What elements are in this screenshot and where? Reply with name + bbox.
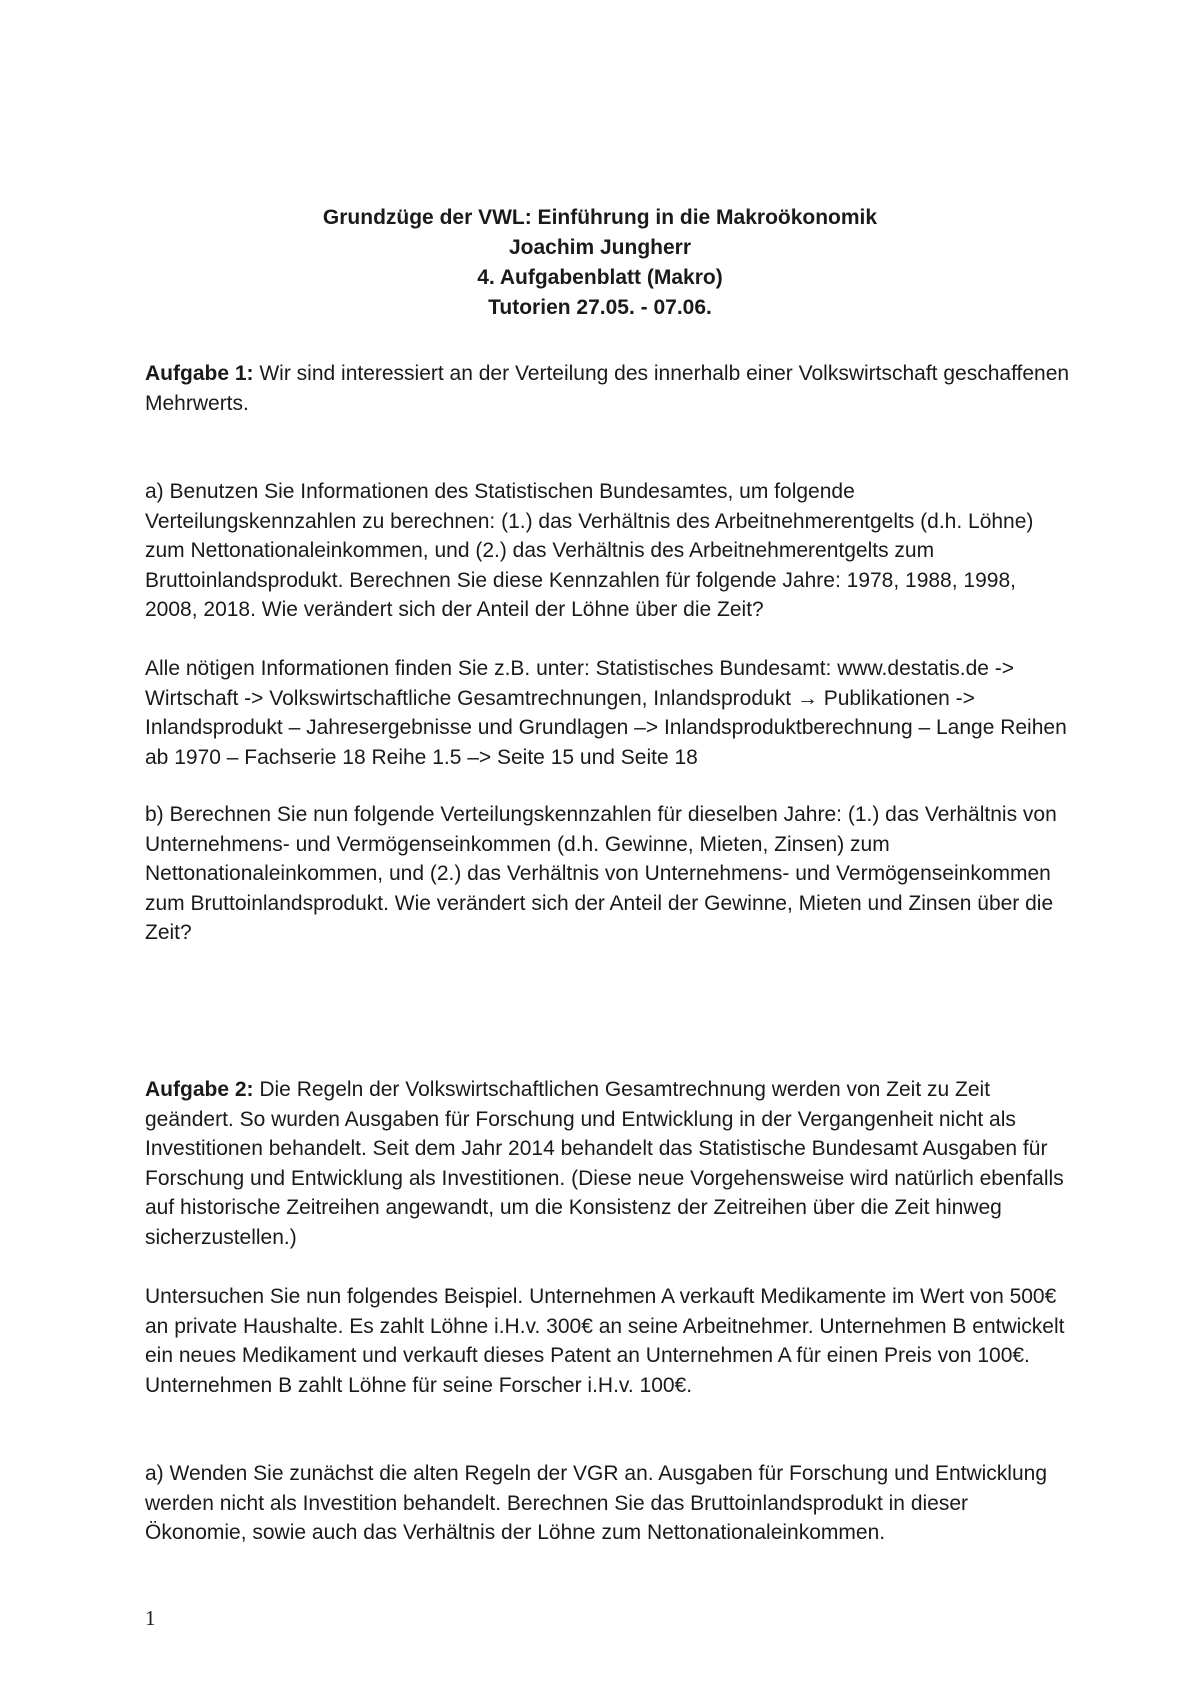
exercise-2-intro [145,1075,1070,1252]
instructor-name: Joachim Jungherr [508,236,692,259]
exercise-2-example [145,1282,1070,1400]
exercise-1-intro-text: Wir sind interessiert an der Verteilung des innerhalb einer Volkswirtschaft geschaffenen Mehrwerts. [145,362,1070,415]
exercise-1-intro [145,359,1070,418]
exercise-1-part-b-text: b) Berechnen Sie nun folgende Verteilungskennzahlen für dieselben Jahre: (1.) das Verhältnis von Unternehmens- und Vermögenseinkommen (d.h. Gewinne, Mieten, Zinsen) zum Nettonationaleinkommen, und (2.) das Verhältnis von Unternehmens- und Vermögenseinkommen zum Bruttoinlandsprodukt. Wie verändert sich der Anteil der Gewinne, Mieten und Zinsen über die Zeit? [145,803,1057,944]
exercise-1-part-b [145,800,1070,948]
exercise-2-intro-text: Die Regeln der Volkswirtschaftlichen Gesamtrechnung werden von Zeit zu Zeit geändert. So wurden Ausgaben für Forschung und Entwicklung in der Vergangenheit nicht als Investitionen behandelt. Seit dem Jahr 2014 behandelt das Statistische Bundesamt Ausgaben für Forschung und Entwicklung als Investitionen. (Diese neue Vorgehensweise wird natürlich ebenfalls auf historische Zeitreihen angewandt, um die Konsistenz der Zeitreihen über die Zeit hinweg sicherzustellen.) [145,1078,1064,1249]
exercise-1-sources-text: Alle nötigen Informationen finden Sie z.B. unter: Statistisches Bundesamt: www.destatis.de -> Wirtschaft -> Volkswirtschaftliche Gesamtrechnungen, Inlandsprodukt → Publikationen -> Inlandsprodukt – Jahresergebnisse und Grundlagen –> Inlandsproduktberechnung – Lange Reihen ab 1970 – Fachserie 18 Reihe 1.5 –> Seite 15 und Seite 18 [145,657,1067,769]
exercise-1 [145,359,1070,418]
exercise-1-part-a [145,477,1070,625]
exercise-2 [145,1075,1070,1252]
exercise-1-sources [145,654,1070,772]
exercise-2-example-text: Untersuchen Sie nun folgendes Beispiel. Unternehmen A verkauft Medikamente im Wert von 500€ an private Haushalte. Es zahlt Löhne i.H.v. 300€ an seine Arbeitnehmer. Unternehmen B entwickelt ein neues Medikament und verkauft dieses Patent an Unternehmen A für einen Preis von 100€. Unternehmen B zahlt Löhne für seine Forscher i.H.v. 100€. [145,1285,1065,1397]
course-title: Grundzüge der VWL: Einführung in die Makroökonomik [322,206,878,229]
tutorial-dates: Tutorien 27.05. - 07.06. [488,296,712,319]
page-number: 1 [145,1606,156,1630]
exercise-2-part-a-text: a) Wenden Sie zunächst die alten Regeln der VGR an. Ausgaben für Forschung und Entwicklung werden nicht als Investition behandelt. Berechnen Sie das Bruttoinlandsprodukt in dieser Ökonomie, sowie auch das Verhältnis der Löhne zum Nettonationaleinkommen. [145,1462,1047,1544]
exercise-1-part-a-text: a) Benutzen Sie Informationen des Statistischen Bundesamtes, um folgende Verteilungskennzahlen zu berechnen: (1.) das Verhältnis des Arbeitnehmerentgelts (d.h. Löhne) zum Nettonationaleinkommen, und (2.) das Verhältnis des Arbeitnehmerentgelts zum Bruttoinlandsprodukt. Berechnen Sie diese Kennzahlen für folgende Jahre: 1978, 1988, 1998, 2008, 2018. Wie verändert sich der Anteil der Löhne über die Zeit? [145,480,1034,621]
sheet-title: 4. Aufgabenblatt (Makro) [477,266,723,289]
document-header [0,203,1200,323]
exercise-2-part-a [145,1459,1070,1548]
exercise-1-label: Aufgabe 1: [145,362,254,385]
exercise-2-label: Aufgabe 2: [145,1078,254,1101]
